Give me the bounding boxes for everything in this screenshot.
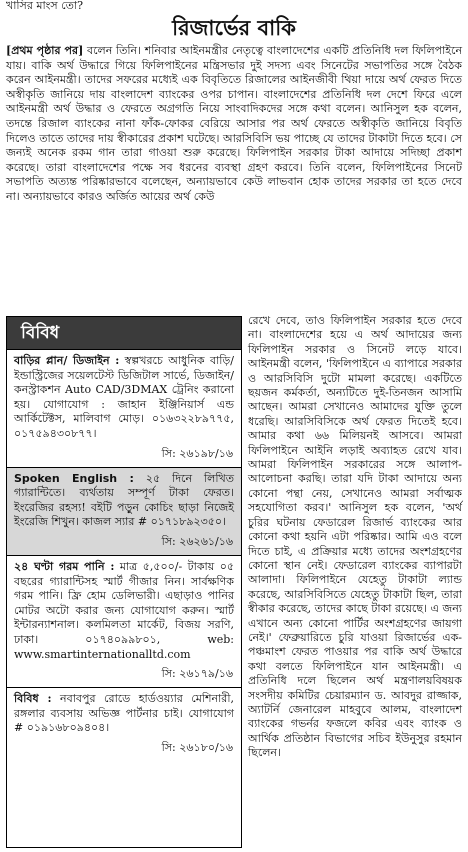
ad-body: নবাবপুর রোডে হার্ডওয়্যার মেশিনারী, রঙ্গলার ব্যবসায় অভিজ্ঞ পার্টনার চাই। যোগাযোগ # ০১৯১৬৮০৯৪০৪। [14,692,234,735]
ad-code: সি: ২৬১৮০/১৬ [161,740,233,754]
previous-article-tail: খাসির মাংস তো? [6,0,83,12]
ad-title: ২৪ ঘণ্টা গরম পানি : [14,559,115,573]
classified-ad-hot-water [7,556,241,664]
classified-ad-partner-wanted [7,688,241,738]
article-body-text: রেখে দেবে, তাও ফিলিপাইন সরকার হতে দেবে না। বাংলাদেশের হয়ে এ অর্থ আদায়ের জন্য ফিলিপাইন সরকার ও সিনেট লড়ে যাবে। আইনমন্ত্রী বলেন, 'ফিলিপাইনে এ ব্যাপারে সরকার ও আরসিবিসি দুটো মামলা করেছে। একটিতে ছয়জন কর্মকর্তা, অন্যটিতে দুই-তিনজন আসামি আছেন। আমরা সেখানেও আমাদের যুক্তি তুলে ধরেছি। আরসিবিসিকে অর্থ ফেরত দিতেই হবে। আমার কথা ৬৬ মিলিয়নই আসবে। আমরা ফিলিপাইনে আইনি লড়াই অব্যাহত রেখে যাব। আমরা ফিলিপাইন সরকারের সঙ্গে আলাপ-আলোচনা করছি। তারা যদি টাকা আদায়ে অন্য কোনো পন্থা নেয়, সেখানেও আমরা সর্বাত্মক সহযোগিতা করব।' আনিসুল হক বলেন, 'অর্থ চুরির ঘটনায় ফেডারেল রিজার্ভ ব্যাংকের আর কোনো কথা হয়নি এটা পরিষ্কার। আমি এও বলে দিতে চাই, এ প্রক্রিয়ার মধ্যে তাদের অংশগ্রহণের কোনো স্থান নেই। ফেডারেল ব্যাংকের ব্যাপারটা আলাদা। ফিলিপাইনে যেহেতু টাকাটা ল্যান্ড করেছে, আরসিবিসিতে যেহেতু টাকাটা ছিল, তারা স্বীকার করেছে, তাদের কাছে টাকা রয়েছে। এ জন্য এখানে অন্য কোনো পার্টির অংশগ্রহণের জায়গা নেই।' ফেব্রুয়ারিতে চুরি যাওয়া রিজার্ভের এক-পঞ্চমাংশ ফেরত পাওয়ার পর বাকি অর্থ উদ্ধারে কথা বলতে ফিলিপাইনে যান আইনমন্ত্রী। এ প্রতিনিধি দলে ছিলেন অর্থ মন্ত্রণালয়বিষয়ক সংসদীয় কমিটির চেয়ারম্যান ড. আবদুর রাজ্জাক, অ্যাটর্নি জেনারেল মাহবুবে আলম, বাংলাদেশ ব্যাংকের গভর্নর ফজলে কবির এবং ব্যাংক ও আর্থিক প্রতিষ্ঠান বিভাগের সচিব ইউনুসুর রহমান ছিলেন। [248,314,462,760]
classified-ad-house-plan [7,350,241,444]
ad-code: সি: ২৬১৯৮/১৬ [7,444,241,468]
classifieds-heading: বিবিধ [7,317,241,350]
article-headline: রিজার্ভের বাকি [172,16,296,40]
ad-title: বাড়ির প্লান/ ডিজাইন : [14,354,120,367]
classified-ad-spoken-english [7,468,241,532]
classifieds-box [6,316,242,848]
article-continuation-column [248,314,462,761]
ad-code: সি: ২৬১৭৯/১৬ [7,664,241,688]
ad-body: মাত্র ৫,৫০০/- টাকায় ০৫ বছরের গ্যারান্টিসহ স্মার্ট গীজার নিন। সার্বক্ষণিক গরম পানি। ফ্রি হোম ডেলিভারী। এছাড়াও পানির মোটর অটো করার জন্য যোগাযোগ করুন। স্মার্ট ইন্টারন্যাশনাল। কলমিলতা মার্কেট, বিজয় সরণি, ঢাকা। ০১৭৪০৯৯৮০১, web: www.smartinternationalltd.com [14,559,234,661]
ad-body: স্বল্পখরচে আধুনিক বাড়ি/ইন্ডাস্ট্রিজের সয়েলটেস্ট ডিজিটাল সার্ভে, ডিজাইন/ কনস্ট্রাকশন Auto CAD/3DMAX ট্রেনিং করানো হয়। যোগাযোগ : জাহান ইঞ্জিনিয়ার্স এন্ড আর্কিটেক্টস, মালিবাগ মোড়। ০১৬৩২২৮৯৭৭৫, ০১৭৫৯৪৩০৮৭৭। [14,354,234,440]
continuation-marker: [প্রথম পৃষ্ঠার পর] [6,44,84,57]
ad-code: সি: ২৬২৬১/১৬ [7,532,241,556]
ad-body: ২৫ দিনে লিখিত গ্যারান্টিতে। ব্যর্থতায় সম্পূর্ণ টাকা ফেরত। ইংরেজির রহস্য! বইটি পড়ুন কোচিং ছাড়া নিজেই ইংরেজি শিখুন। কাজল স্যার # ০১৭১৮৯২৩৫০। [14,471,234,529]
ad-title: বিবিধ : [14,692,52,706]
lead-text: বলেন তিনি। শনিবার আইনমন্ত্রীর নেতৃত্বে বাংলাদেশের একটি প্রতিনিধি দল ফিলিপাইনে যায়। বাকি অর্থ উদ্ধারে গিয়ে ফিলিপাইনের মন্ত্রিসভার দুই সদস্য এবং সিনেটের সভাপতির সঙ্গে বৈঠক করেন আইনমন্ত্রী। তাদের সফরের মধ্যেই এক বিবৃতিতে রিজালের আইনজীবী থিয়া দায়ে অর্থ ফেরত দিতে অস্বীকৃতি জানিয়ে দায় বাংলাদেশ ব্যাংকের ওপর চাপান। বাংলাদেশের প্রতিনিধি দল দেশে ফিরে এলে আইনমন্ত্রী অর্থ উদ্ধার ও ফেরতে অগ্রগতি নিয়ে সাংবাদিকদের সঙ্গে কথা বলেন। আনিসুল হক বলেন, তদন্তে রিজাল ব্যাংকের নানা ফাঁক-ফোকর বেরিয়ে আসার পর অর্থ ফেরতে অস্বীকৃতি জানিয়ে বিবৃতি দিলেও তাতে তাদের দায় স্বীকারের প্রকাশ ঘটেছে। আরসিবিসি ভয় পাচ্ছে যে তাদের টাকাটা দিতে হবে। সে জন্যই অনেক রকম গান তারা গাওয়া শুরু করেছে। ফিলিপাইন সরকার টাকা আদায়ে সদিচ্ছা প্রকাশ করেছে। তারা বাংলাদেশের পক্ষে সব ধরনের ব্যবস্থা গ্রহণ করবে। তিনি বলেন, ফিলিপাইনের সিনেট সভাপতি অত্যন্ত পরিষ্কারভাবে বলেছেন, অন্যায়ভাবে কেউ লাভবান হোক তাদের সরকার তা হতে দেবে না। অন্যায়ভাবে কারও অর্জিত আয়ের অর্থ কেউ [6,44,463,203]
ad-title: Spoken English : [14,471,134,485]
article-lead-paragraph [6,44,462,205]
